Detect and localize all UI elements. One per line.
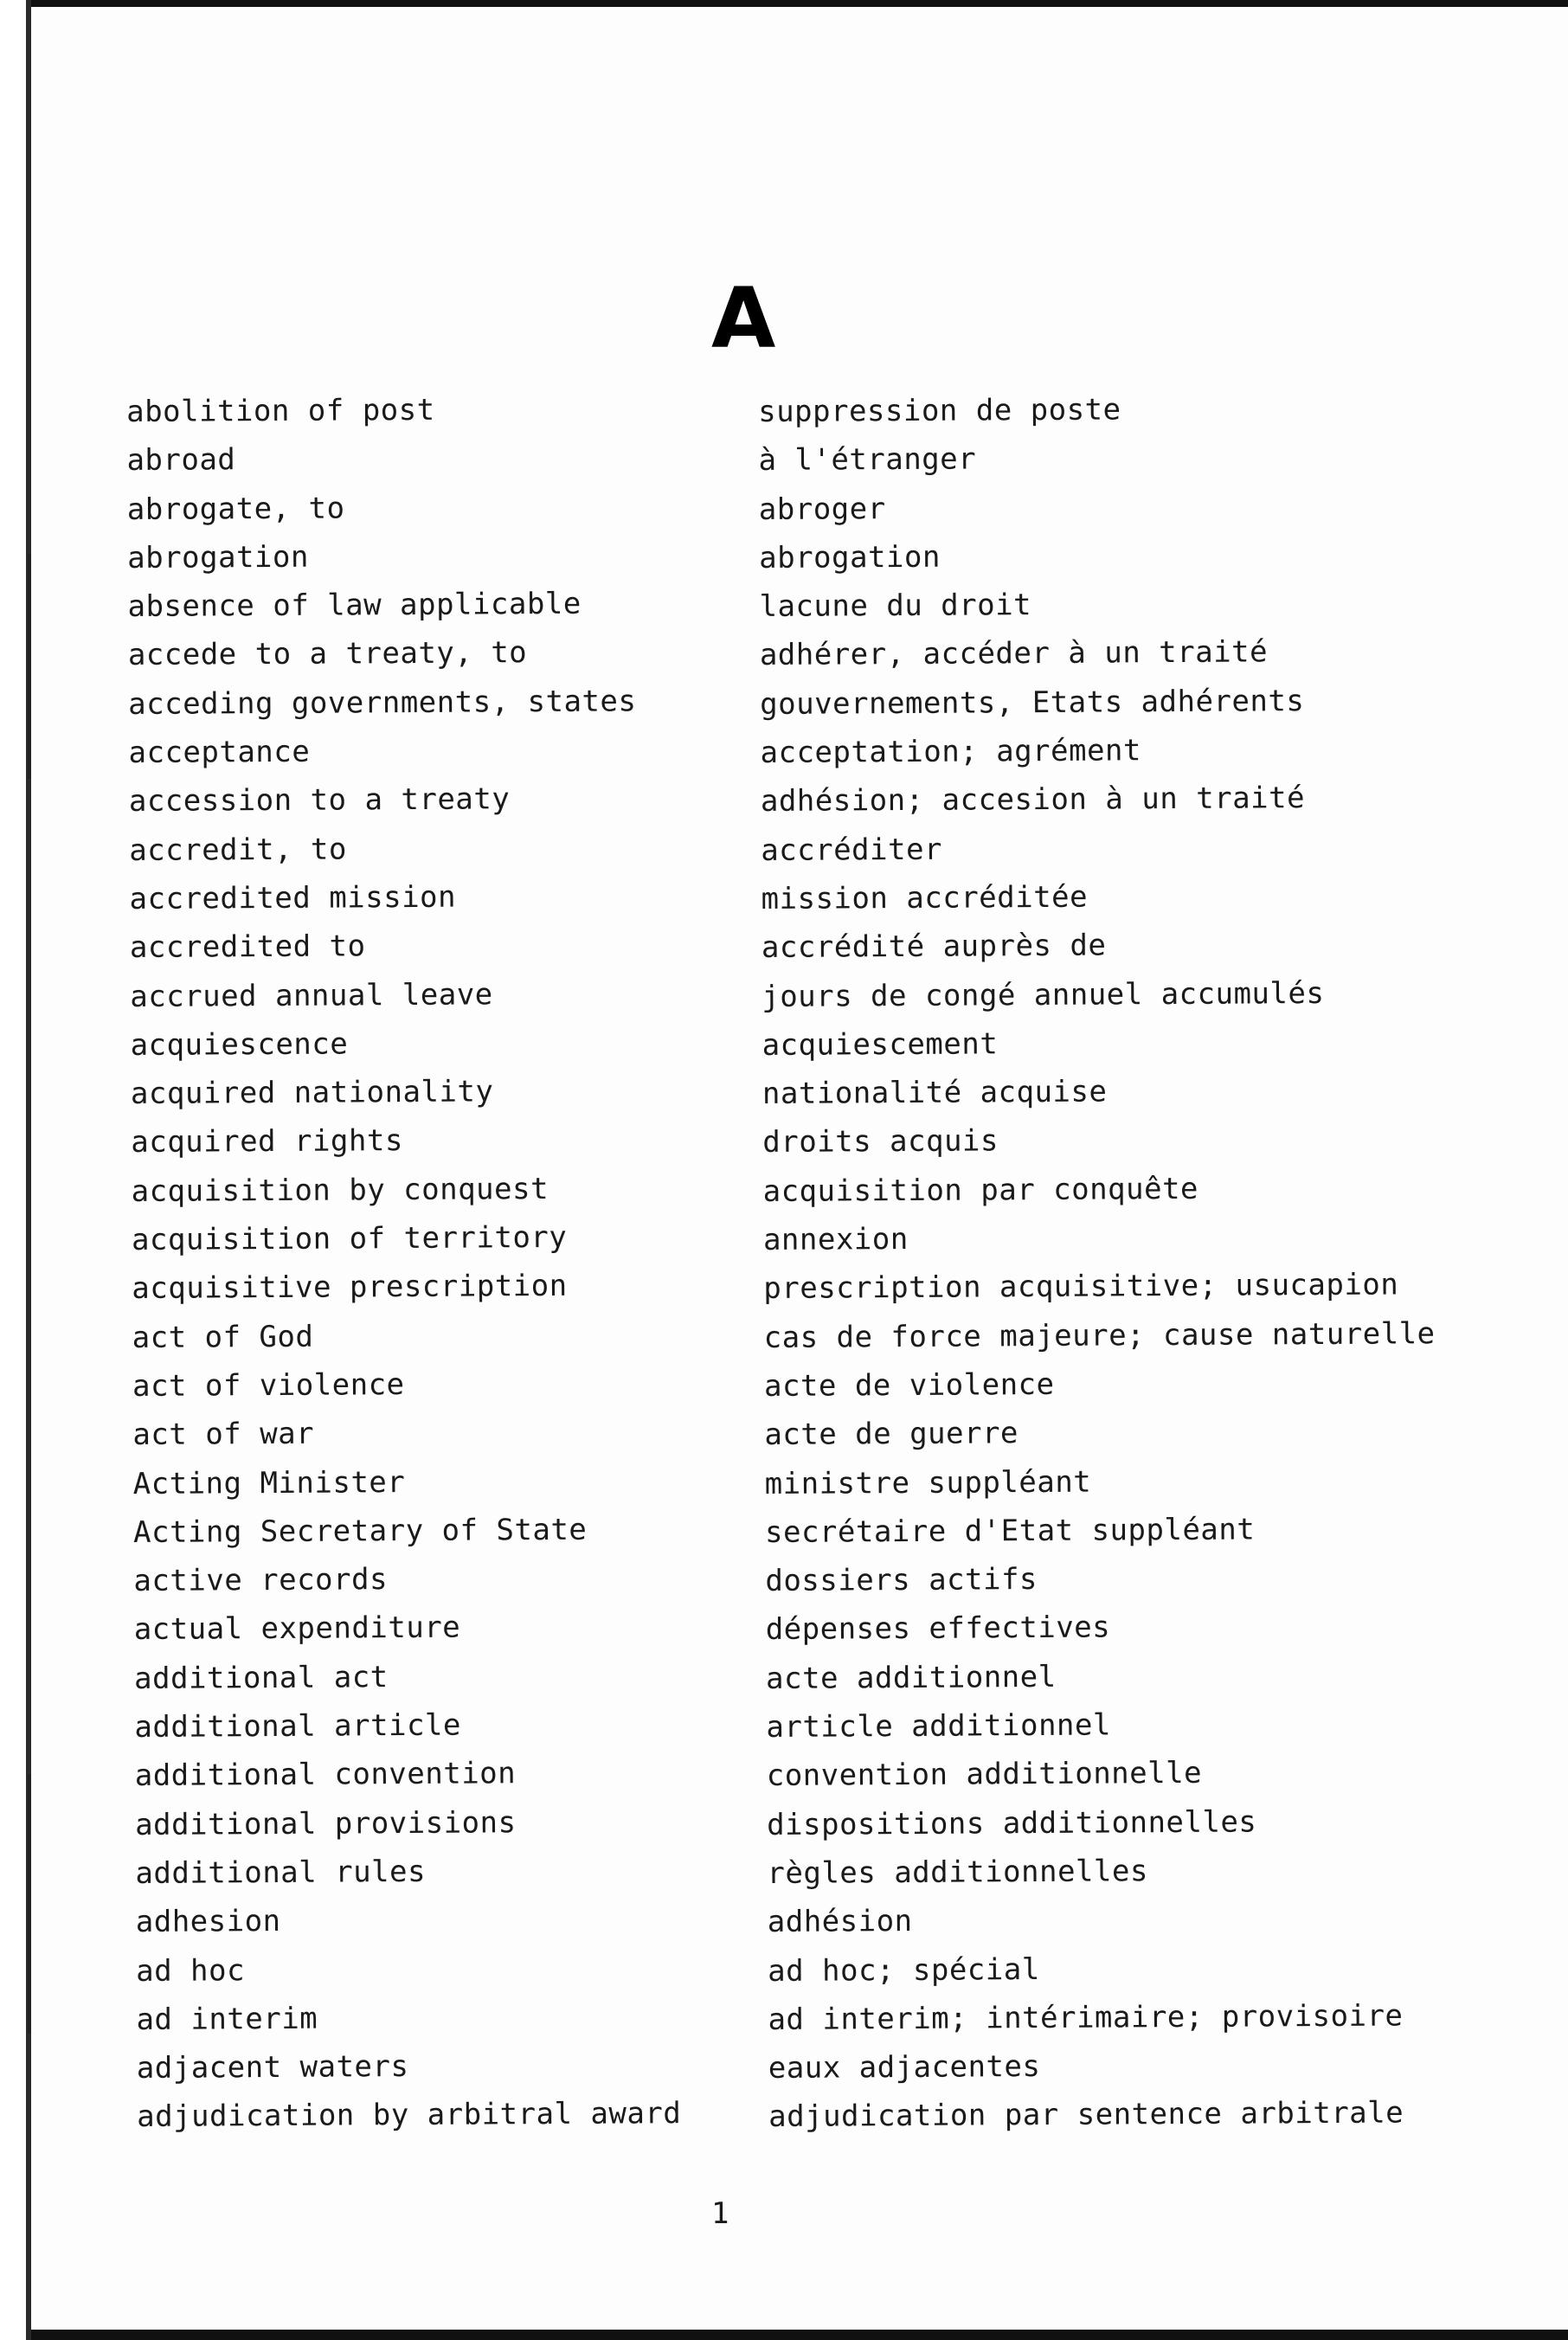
english-term: acquired rights — [131, 1123, 403, 1160]
scan-binding-mark — [28, 1774, 31, 2034]
french-term: acte additionnel — [765, 1659, 1057, 1696]
scan-left-edge — [0, 0, 31, 2340]
scan-top-edge — [17, 0, 1568, 7]
english-term: abrogation — [127, 539, 310, 575]
french-term: convention additionnelle — [766, 1756, 1203, 1794]
french-term: ministre suppléant — [764, 1464, 1092, 1501]
french-term: gouvernements, Etats adhérents — [760, 683, 1305, 722]
english-term: additional article — [134, 1707, 462, 1745]
english-term: act of war — [132, 1416, 315, 1453]
french-term: droits acquis — [762, 1123, 999, 1160]
french-term: mission accréditée — [761, 879, 1089, 916]
english-term: adjudication by arbitral award — [137, 2096, 682, 2135]
english-term: acceding governments, states — [128, 684, 637, 722]
page-number: 1 — [711, 2196, 729, 2231]
english-term: accredit, to — [129, 832, 348, 868]
french-term: à l'étranger — [758, 441, 977, 479]
french-term: abroger — [758, 491, 886, 527]
french-term: abrogation — [759, 539, 941, 575]
french-term: accréditer — [761, 832, 943, 868]
english-term: additional act — [133, 1659, 389, 1696]
english-term: active records — [133, 1562, 389, 1599]
french-term: dossiers actifs — [765, 1562, 1038, 1599]
french-term: adhérer, accéder à un traité — [759, 634, 1269, 673]
french-term: eaux adjacentes — [768, 2049, 1041, 2086]
french-term: nationalité acquise — [762, 1074, 1108, 1112]
english-terms-column — [126, 384, 691, 2142]
english-term: Acting Secretary of State — [132, 1512, 588, 1550]
english-term: absence of law applicable — [127, 586, 582, 625]
english-term: accredited to — [129, 929, 366, 966]
english-term: accredited mission — [129, 879, 457, 916]
french-term: article additionnel — [766, 1707, 1112, 1745]
scan-bottom-edge — [31, 2330, 1568, 2340]
english-term: acceptance — [128, 734, 311, 771]
english-term: additional rules — [135, 1854, 427, 1891]
english-term: abolition of post — [126, 392, 435, 429]
french-term: acte de guerre — [764, 1416, 1019, 1453]
french-term: cas de force majeure; cause naturelle — [763, 1315, 1436, 1355]
english-term: accrued annual leave — [130, 976, 493, 1014]
french-term: acquiescement — [762, 1026, 999, 1063]
section-letter-heading: A — [711, 270, 776, 367]
english-term: adjacent waters — [136, 2049, 409, 2086]
english-term: acquisition by conquest — [131, 1171, 549, 1209]
english-term: additional convention — [134, 1756, 517, 1794]
french-term: adhésion; accesion à un traité — [760, 781, 1306, 820]
french-term: ad hoc; spécial — [768, 1951, 1040, 1989]
french-term: règles additionnelles — [767, 1854, 1148, 1891]
english-term: acquisition of territory — [131, 1219, 568, 1258]
english-term: act of violence — [132, 1366, 405, 1404]
french-term: annexion — [762, 1222, 909, 1258]
english-term: abroad — [126, 442, 236, 479]
scan-binding-mark — [28, 554, 31, 779]
english-term: Acting Minister — [132, 1464, 406, 1501]
french-term: prescription acquisitive; usucapion — [763, 1267, 1399, 1307]
french-term: dispositions additionnelles — [767, 1804, 1257, 1842]
english-term: acquired nationality — [130, 1074, 494, 1112]
french-term: adhésion — [767, 1904, 913, 1940]
english-term: acquisitive prescription — [132, 1269, 568, 1307]
french-term: secrétaire d'Etat suppléant — [764, 1512, 1256, 1550]
french-term: accrédité auprès de — [761, 928, 1107, 966]
english-term: ad interim — [136, 2001, 318, 2037]
english-term: abrogate, to — [126, 491, 345, 527]
french-term: acceptation; agrément — [760, 733, 1142, 771]
french-term: suppression de poste — [758, 392, 1121, 429]
english-term: acquiescence — [130, 1026, 349, 1063]
french-term: ad interim; intérimaire; provisoire — [768, 1998, 1404, 2037]
french-term: dépenses effectives — [765, 1610, 1111, 1648]
english-term: accede to a treaty, to — [127, 635, 528, 673]
english-term: ad hoc — [136, 1952, 246, 1989]
french-term: jours de congé annuel accumulés — [762, 975, 1325, 1014]
english-term: act of God — [132, 1319, 314, 1355]
english-term: accession to a treaty — [128, 781, 511, 820]
english-term: actual expenditure — [133, 1610, 461, 1648]
french-terms-column — [758, 383, 1478, 2142]
french-term: acquisition par conquête — [762, 1171, 1199, 1209]
french-term: adjudication par sentence arbitrale — [768, 2095, 1404, 2135]
english-term: adhesion — [135, 1904, 281, 1940]
french-term: acte de violence — [763, 1366, 1055, 1404]
french-term: lacune du droit — [759, 588, 1032, 625]
english-term: additional provisions — [135, 1804, 517, 1842]
